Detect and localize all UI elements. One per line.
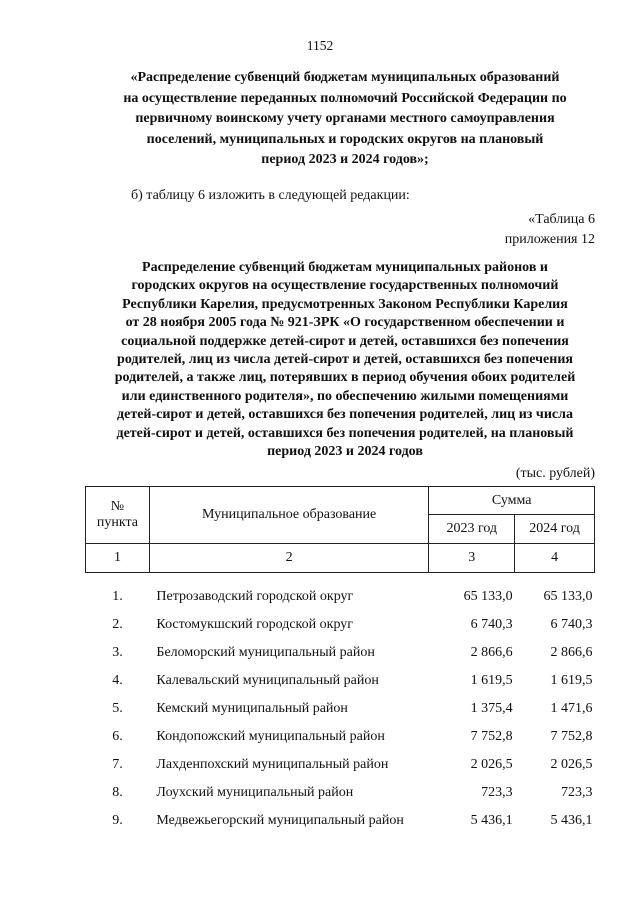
- amendment-title-line: на осуществление переданных полномочий Российской Федерации по: [123, 90, 567, 106]
- table-title-line: родителей, лиц из числа детей-сирот и детей, оставшихся без попечения: [117, 352, 573, 368]
- table-row: [86, 611, 595, 639]
- row-municipality: Петрозаводский городской округ: [156, 589, 354, 604]
- row-number: 8.: [112, 785, 123, 800]
- row-municipality: Лахденпохский муниципальный район: [156, 757, 389, 772]
- table-title-line: городских округов на осуществление государственных полномочий: [131, 278, 559, 294]
- row-municipality: Кондопожский муниципальный район: [156, 729, 385, 744]
- amendment-title-line: поселений, муниципальных и городских округов на плановый: [146, 131, 544, 147]
- row-value-2024: 723,3: [561, 785, 593, 800]
- row-number: 5.: [112, 701, 123, 716]
- table-row: [86, 639, 595, 667]
- row-number: 7.: [112, 757, 123, 772]
- header-sum: Сумма: [429, 487, 595, 515]
- table-row: [86, 779, 595, 807]
- table-row: [86, 723, 595, 751]
- row-value-2023: 2 026,5: [470, 757, 513, 772]
- units-label: (тыс. рублей): [515, 466, 595, 481]
- row-number: 3.: [112, 645, 123, 660]
- row-value-2023: 6 740,3: [470, 617, 513, 632]
- table-body: [86, 583, 595, 835]
- instruction-text: б) таблицу 6 изложить в следующей редакции:: [131, 188, 410, 203]
- table-row: [86, 807, 595, 835]
- header-num-symbol: №: [110, 499, 125, 514]
- row-value-2024: 65 133,0: [543, 589, 593, 604]
- table-title-line: от 28 ноября 2005 года № 921-ЗРК «О государственном обеспечении и: [125, 315, 565, 331]
- column-number: 1: [86, 544, 150, 573]
- row-municipality: Беломорский муниципальный район: [156, 645, 375, 660]
- row-value-2024: 6 740,3: [550, 617, 593, 632]
- header-year-2024: 2024 год: [515, 515, 595, 544]
- table-caption-line: «Таблица 6: [528, 212, 595, 227]
- table-title-line: социальной поддержке детей-сирот и детей, оставшихся без попечения: [121, 333, 569, 349]
- header-item-number: [86, 487, 150, 544]
- header-year-2023: 2023 год: [429, 515, 515, 544]
- row-value-2024: 2 866,6: [550, 645, 593, 660]
- amendment-title: [95, 68, 595, 171]
- page-number: 1152: [306, 38, 334, 53]
- row-value-2023: 7 752,8: [470, 729, 513, 744]
- table-row: [86, 695, 595, 723]
- row-value-2024: 2 026,5: [550, 757, 593, 772]
- row-value-2024: 7 752,8: [550, 729, 593, 744]
- row-value-2024: 1 619,5: [550, 673, 593, 688]
- row-value-2023: 2 866,6: [470, 645, 513, 660]
- header-num-word: пункта: [96, 515, 139, 530]
- column-number: 2: [149, 544, 428, 573]
- row-value-2023: 5 436,1: [470, 813, 513, 828]
- row-number: 1.: [112, 589, 123, 604]
- table-title-line: родителей, а также лиц, потерявших в период обучения обоих родителей: [114, 370, 576, 386]
- amendment-title-line: период 2023 и 2024 годов»;: [261, 152, 429, 167]
- row-number: 9.: [112, 813, 123, 828]
- table-title-line: Распределение субвенций бюджетам муниципальных районов и: [142, 260, 548, 275]
- table-caption: [505, 210, 595, 250]
- table-title-line: детей-сирот и детей, оставшихся без попечения родителей, на плановый: [116, 425, 574, 441]
- row-number: 6.: [112, 729, 123, 744]
- row-value-2024: 5 436,1: [550, 813, 593, 828]
- row-value-2023: 723,3: [481, 785, 513, 800]
- row-value-2023: 65 133,0: [463, 589, 513, 604]
- row-municipality: Лоухский муниципальный район: [156, 785, 354, 800]
- column-number: 4: [515, 544, 595, 573]
- row-municipality: Медвежьегорский муниципальный район: [156, 813, 404, 828]
- table-title-line: период 2023 и 2024 годов: [267, 444, 423, 460]
- row-value-2023: 1 375,4: [470, 701, 513, 716]
- row-number: 2.: [112, 617, 123, 632]
- row-municipality: Кемский муниципальный район: [156, 701, 348, 716]
- table-row: [86, 667, 595, 695]
- table-title: [95, 259, 595, 461]
- amendment-title-line: первичному воинскому учету органами местного самоуправления: [135, 111, 555, 126]
- table-title-line: или единственного родителя», по обеспечению жилыми помещениями: [121, 388, 569, 404]
- row-municipality: Калевальский муниципальный район: [156, 673, 379, 688]
- amendment-title-line: «Распределение субвенций бюджетам муниципальных образований: [130, 70, 560, 85]
- column-number: 3: [429, 544, 515, 573]
- table-title-line: детей-сирот и детей, оставшихся без попечения родителей, лиц из числа: [117, 407, 573, 423]
- table-header-row: [86, 487, 595, 515]
- row-value-2024: 1 471,6: [550, 701, 593, 716]
- table-caption-line: приложения 12: [504, 232, 595, 247]
- table-title-line: Республики Карелия, предусмотренных Законом Республики Карелия: [122, 296, 568, 312]
- column-number-row: [86, 544, 595, 573]
- table-row: [86, 583, 595, 611]
- row-number: 4.: [112, 673, 123, 688]
- row-value-2023: 1 619,5: [470, 673, 513, 688]
- row-municipality: Костомукшский городской округ: [156, 617, 354, 632]
- subvention-table: [85, 486, 595, 835]
- table-row: [86, 751, 595, 779]
- header-municipality: Муниципальное образование: [149, 487, 428, 544]
